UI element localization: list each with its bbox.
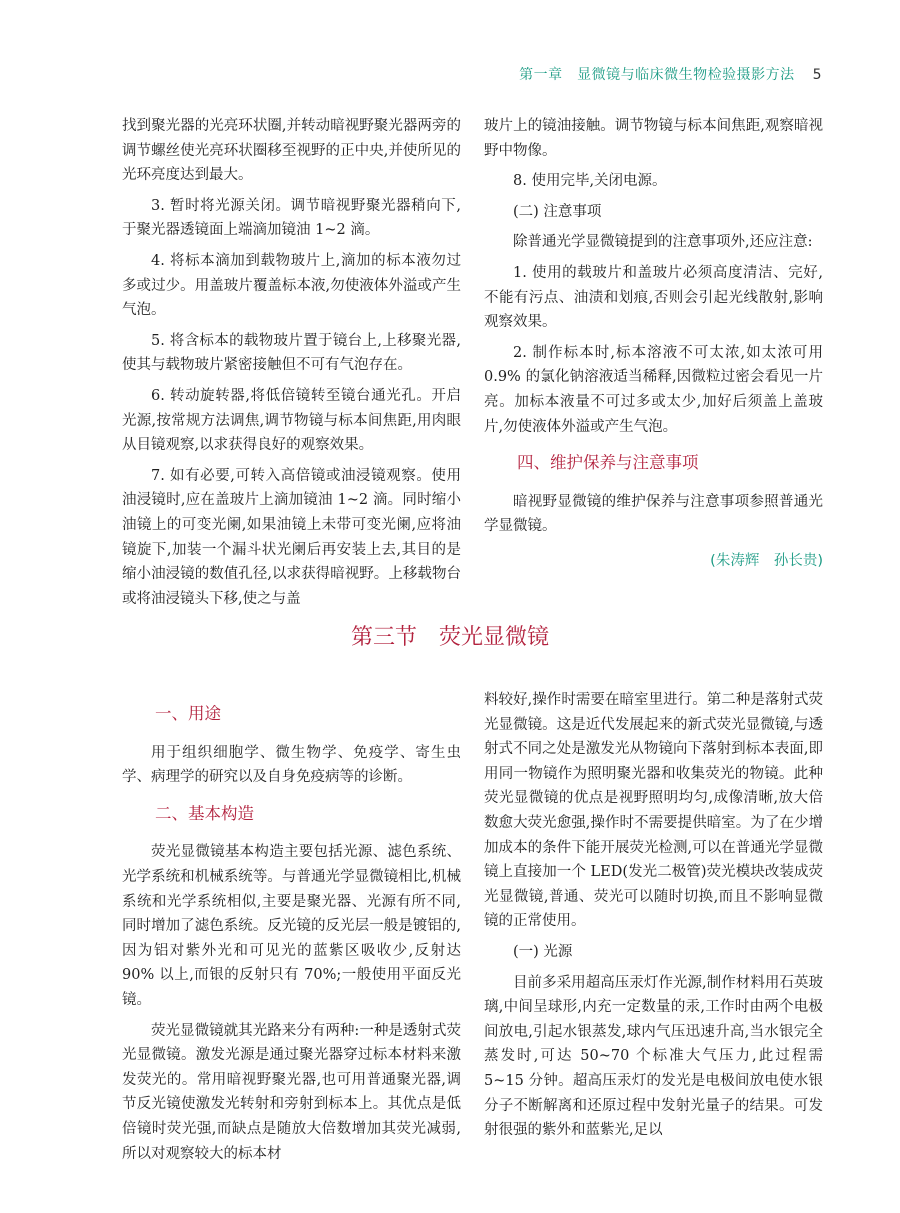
paragraph: 除普通光学显微镜提到的注意事项外,还应注意:	[513, 234, 813, 251]
paragraph: 玻片上的镜油接触。调节物镜与标本间焦距,观察暗视野中物像。	[484, 118, 823, 159]
section-heading-maintenance: 四、维护保养与注意事项	[517, 453, 699, 473]
paragraph: 暗视野显微镜的维护保养与注意事项参照普通光学显微镜。	[484, 493, 823, 535]
section-number: 第三节	[350, 625, 417, 650]
paragraph: 2. 制作标本时,标本溶液不可太浓,如太浓可用 0.9% 的氯化钠溶液适当稀释,因微粒过密会看见一片亮。加标本液量不可过多或太少,加好后须盖上盖玻片,勿使液体外溢或产生气泡。	[484, 344, 823, 435]
paragraph: 找到聚光器的光亮环状圈,并转动暗视野聚光器两旁的调节螺丝使光亮环状圈移至视野的正中央,并使所见的光环亮度达到最大。	[122, 118, 461, 184]
paragraph: 荧光显微镜就其光路来分有两种:一种是透射式荧光显微镜。激发光源是通过聚光器穿过标本材料来激发荧光的。常用暗视野聚光器,也可用普通聚光器,调节反光镜使激发光转射和旁射到标本上。其优点是低倍镜时荧光强,而缺点是随放大倍数增加其荧光减弱,所以对观察较大的标本材	[122, 1022, 461, 1162]
subheading: (二) 注意事项	[513, 203, 602, 220]
running-header	[519, 64, 822, 84]
chapter-header-title: 第一章 显微镜与临床微生物检验摄影方法	[519, 67, 795, 83]
section-name: 荧光显微镜	[439, 625, 550, 650]
lower-right-column	[484, 688, 823, 1149]
page-number: 5	[812, 67, 822, 83]
paragraph: 6. 转动旋转器,将低倍镜转至镜台通光孔。开启光源,按常规方法调焦,调节物镜与标本间焦距,用肉眼从目镜观察,以求获得良好的观察效果。	[122, 387, 461, 454]
paragraph: 目前多采用超高压汞灯作光源,制作材料用石英玻璃,中间呈球形,内充一定数量的汞,工作时由两个电极间放电,引起水银蒸发,球内气压迅速升高,当水银完全蒸发时,可达 50~70 个标准大气压力,此过程需 5~15 分钟。超高压汞灯的发光是电极间放电使水银分子不断解离和还原过程中发射光量子的结果。可发射很强的紫外和蓝紫光,足以	[484, 974, 823, 1139]
heading-uses: 一、用途	[155, 704, 221, 723]
paragraph: 荧光显微镜基本构造主要包括光源、滤色系统、光学系统和机械系统等。与普通光学显微镜相比,机械系统和光学系统相似,主要是聚光器、光源有所不同,同时增加了滤色系统。反光镜的反光层一般是镀铝的,因为铝对紫外光和可见光的蓝紫区吸收少,反射达 90% 以上,而银的反射只有 70%;一般使用平面反光镜。	[122, 844, 461, 1008]
paragraph: 4. 将标本滴加到载物玻片上,滴加的标本液勿过多或过少。用盖玻片覆盖标本液,勿使液体外溢或产生气泡。	[122, 252, 461, 319]
paragraph: 用于组织细胞学、微生物学、免疫学、寄生虫学、病理学的研究以及自身免疫病等的诊断。	[122, 744, 461, 786]
section-title	[0, 620, 900, 651]
heading-structure: 二、基本构造	[155, 803, 254, 823]
lower-left-column	[122, 700, 461, 1172]
paragraph: 8. 使用完毕,关闭电源。	[513, 173, 667, 190]
paragraph: 1. 使用的载玻片和盖玻片必须高度清洁、完好,不能有污点、油渍和划痕,否则会引起光线散射,影响观察效果。	[484, 264, 823, 331]
upper-right-column	[484, 114, 823, 574]
subheading-light-source: (一) 光源	[513, 943, 573, 960]
paragraph: 7. 如有必要,可转入高倍镜或油浸镜观察。使用油浸镜时,应在盖玻片上滴加镜油 1~2 滴。同时缩小油镜上的可变光阑,如果油镜上未带可变光阑,应将油镜旋下,加装一个漏斗状光阑后再安装上去,其目的是缩小油浸镜的数值孔径,以求获得暗视野。上移载物台或将油浸镜头下移,使之与盖	[122, 467, 461, 607]
author-credit: (朱涛辉 孙长贵)	[710, 552, 823, 569]
paragraph: 料较好,操作时需要在暗室里进行。第二种是落射式荧光显微镜。这是近代发展起来的新式荧光显微镜,与透射式不同之处是激发光从物镜向下落射到标本表面,即用同一物镜作为照明聚光器和收集荧光的物镜。此种荧光显微镜的优点是视野照明均匀,成像清晰,放大倍数愈大荧光愈强,操作时不需要提供暗室。为了在少增加成本的条件下能开展荧光检测,可以在普通光学显微镜上直接加一个 LED(发光二极管)荧光模块改装成荧光显微镜,普通、荧光可以随时切换,而且不影响显微镜的正常使用。	[484, 692, 823, 930]
upper-left-column	[122, 114, 461, 617]
paragraph: 3. 暂时将光源关闭。调节暗视野聚光器稍向下,于聚光器透镜面上端滴加镜油 1~2 滴。	[122, 197, 461, 239]
paragraph: 5. 将含标本的载物玻片置于镜台上,上移聚光器,使其与载物玻片紧密接触但不可有气泡存在。	[122, 332, 461, 374]
